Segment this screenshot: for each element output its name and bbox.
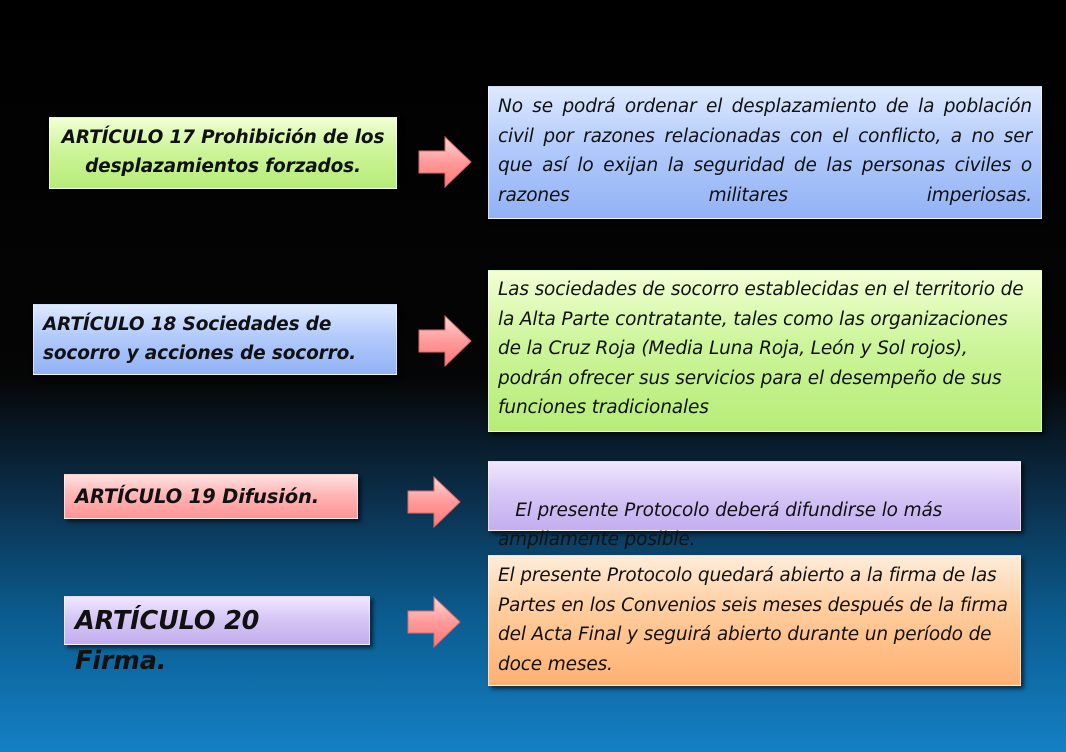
article-19-title: ARTÍCULO 19 Difusión. [75, 485, 320, 508]
article-19-description: El presente Protocolo deberá difundirse lo más ampliamente posible. [498, 499, 948, 550]
article-17-title: ARTÍCULO 17 Prohibición de los desplazamientos forzados. [61, 127, 385, 177]
article-20-title-box [64, 596, 370, 676]
article-18-title: ARTÍCULO 18 Sociedades de socorro y acciones de socorro. [43, 314, 357, 364]
article-19-description-box [488, 461, 1021, 550]
right-arrow-icon [406, 594, 462, 650]
article-20-description-box [488, 555, 1021, 686]
article-18-description-box [488, 270, 1042, 432]
article-20-title: ARTÍCULO 20 Firma. [75, 606, 260, 676]
right-arrow-icon [417, 134, 473, 190]
article-17-description-box [488, 86, 1042, 219]
article-18-description: Las sociedades de socorro establecidas en el territorio de la Alta Parte contratante, tales como las organizaciones de la Cruz Roja (Media Luna Roja, León y Sol rojos), podrán ofrecer sus servicios para el desempeño de sus funciones tradicionales [498, 279, 1024, 418]
right-arrow-icon [417, 313, 473, 369]
article-17-title-box [49, 117, 397, 189]
article-17-description: No se podrá ordenar el desplazamiento de la población civil por razones relacionadas con el conflicto, a no ser que así lo exijan la seguridad de las personas civiles o razones militares imperiosas. [498, 96, 1032, 206]
article-19-title-box [64, 474, 358, 519]
article-18-title-box [33, 304, 397, 375]
article-20-description: El presente Protocolo quedará abierto a la firma de las Partes en los Convenios seis meses después de la firma del Acta Final y seguirá abierto durante un período de doce meses. [498, 565, 1008, 675]
right-arrow-icon [406, 474, 462, 530]
